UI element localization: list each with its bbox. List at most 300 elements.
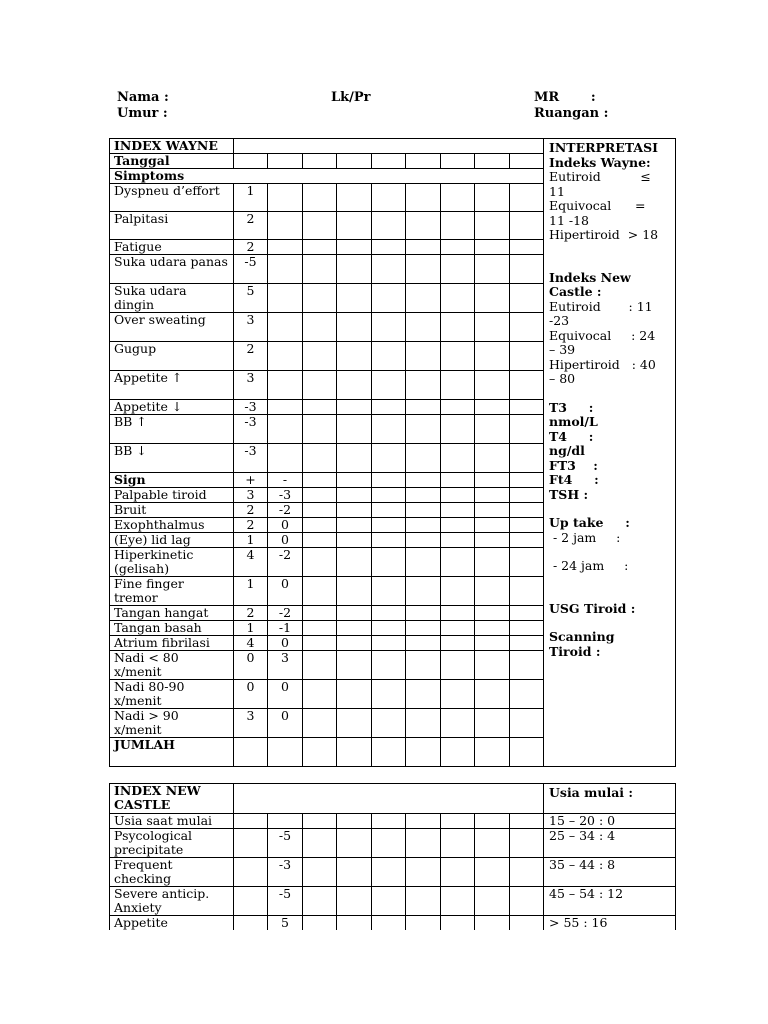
date-cell[interactable] [372,212,406,240]
date-cell[interactable] [337,533,372,548]
symptom-name: BB ↑ [110,415,234,444]
date-cell[interactable] [510,240,544,255]
date-cell[interactable] [475,680,510,709]
date-cell[interactable] [372,284,406,313]
date-cell[interactable] [372,829,406,858]
date-cell[interactable] [303,518,337,533]
date-cell[interactable] [406,313,441,342]
date-cell[interactable] [475,829,510,858]
date-cell[interactable] [475,473,510,488]
nc-hipertiroid: Hipertiroid : 40 [549,356,656,372]
date-cell[interactable] [441,313,475,342]
date-cell[interactable] [337,621,372,636]
date-cell[interactable] [510,916,544,931]
date-cell[interactable] [406,680,441,709]
date-cell[interactable] [372,503,406,518]
date-cell[interactable] [475,577,510,606]
date-cell[interactable] [475,858,510,887]
date-cell[interactable] [372,313,406,342]
date-cell[interactable] [337,651,372,680]
date-cell[interactable] [337,577,372,606]
date-cell[interactable] [441,444,475,473]
spacer [549,616,670,630]
date-cell[interactable] [475,240,510,255]
date-cell[interactable] [441,473,475,488]
date-cell[interactable] [406,916,441,931]
ruangan-label: Ruangan : [534,106,609,121]
date-cell[interactable] [441,651,475,680]
date-cell[interactable] [337,709,372,738]
date-cell[interactable] [510,533,544,548]
newcastle-score: 5 [268,916,303,931]
uptake-2jam: - 2 jam : [549,529,621,545]
date-cell[interactable] [372,606,406,621]
symptom-cell[interactable] [268,313,303,342]
date-cell[interactable] [441,636,475,651]
tanggal-cell[interactable] [372,154,406,169]
date-cell[interactable] [441,829,475,858]
date-cell[interactable] [337,240,372,255]
date-cell[interactable] [406,400,441,415]
symptom-cell[interactable] [268,415,303,444]
date-cell[interactable] [510,680,544,709]
date-cell[interactable] [510,400,544,415]
symptom-cell[interactable] [268,284,303,313]
date-cell[interactable] [441,518,475,533]
date-cell[interactable] [441,342,475,371]
date-cell[interactable] [406,518,441,533]
date-cell[interactable] [441,916,475,931]
symptom-cell[interactable] [268,255,303,284]
date-cell[interactable] [303,255,337,284]
date-cell[interactable] [510,212,544,240]
date-cell[interactable] [406,829,441,858]
date-cell[interactable] [406,738,441,767]
date-cell[interactable] [510,651,544,680]
newcastle-row [110,887,676,916]
t4-unit: ng/dl [549,443,585,458]
date-cell[interactable] [372,473,406,488]
date-cell[interactable] [406,709,441,738]
date-cell[interactable] [406,577,441,606]
symptom-score: -5 [234,255,268,284]
date-cell[interactable] [510,858,544,887]
date-cell[interactable] [337,738,372,767]
date-cell[interactable] [406,636,441,651]
sign-minus: 3 [268,651,303,680]
date-cell[interactable] [303,606,337,621]
newcastle-title: INDEX NEW CASTLE [110,784,234,814]
date-cell[interactable] [510,636,544,651]
date-cell[interactable] [337,444,372,473]
tanggal-cell[interactable] [406,154,441,169]
tsh-label: TSH : [549,486,589,502]
tanggal-cell[interactable] [234,154,268,169]
newcastle-blank[interactable] [234,858,268,887]
date-cell[interactable] [510,738,544,767]
date-cell[interactable] [475,444,510,473]
date-cell[interactable] [475,636,510,651]
date-cell[interactable] [510,577,544,606]
tanggal-cell[interactable] [268,154,303,169]
date-cell[interactable] [337,829,372,858]
date-cell[interactable] [475,621,510,636]
date-cell[interactable] [372,255,406,284]
date-cell[interactable] [441,255,475,284]
symptom-cell[interactable] [268,212,303,240]
sign-minus: -3 [268,488,303,503]
date-cell[interactable] [337,916,372,931]
date-cell[interactable] [475,184,510,212]
symptom-cell[interactable] [268,444,303,473]
date-cell[interactable] [441,680,475,709]
date-cell[interactable] [337,473,372,488]
date-cell[interactable] [372,184,406,212]
date-cell[interactable] [303,548,337,577]
date-cell[interactable] [337,606,372,621]
date-cell[interactable] [441,709,475,738]
date-cell[interactable] [303,680,337,709]
date-cell[interactable] [406,621,441,636]
date-cell[interactable] [372,548,406,577]
date-cell[interactable] [475,533,510,548]
date-cell[interactable] [475,709,510,738]
date-cell[interactable] [406,887,441,916]
indeks-newcastle-title: Indeks New [549,269,631,285]
tanggal-cell[interactable] [337,154,372,169]
sign-name: Nadi > 90 x/menit [110,709,234,738]
sign-header-score: + [234,473,268,488]
date-cell[interactable] [372,651,406,680]
date-cell[interactable] [337,518,372,533]
sign-name: Tangan hangat [110,606,234,621]
date-cell[interactable] [475,342,510,371]
date-cell[interactable] [303,858,337,887]
date-cell[interactable] [510,606,544,621]
date-cell[interactable] [441,533,475,548]
newcastle-score: -5 [268,887,303,916]
scanning-label-2: Tiroid : [549,643,601,659]
date-cell[interactable] [303,636,337,651]
date-cell[interactable] [372,916,406,931]
date-cell[interactable] [303,342,337,371]
date-cell[interactable] [510,371,544,400]
date-cell[interactable] [510,887,544,916]
date-cell[interactable] [303,284,337,313]
date-cell[interactable] [303,444,337,473]
date-cell[interactable] [406,342,441,371]
umur-label: Umur : [117,106,168,121]
mr-label: MR : [534,90,596,105]
date-cell[interactable] [441,858,475,887]
date-cell[interactable] [303,184,337,212]
newcastle-blank[interactable] [234,814,268,829]
date-cell[interactable] [337,415,372,444]
date-cell[interactable] [372,400,406,415]
date-cell[interactable] [475,887,510,916]
date-cell[interactable] [475,284,510,313]
symptom-name: Dyspneu d’effort [110,184,234,212]
date-cell[interactable] [372,415,406,444]
date-cell[interactable] [303,240,337,255]
newcastle-row-name: Psycological precipitate [110,829,234,858]
date-cell[interactable] [475,651,510,680]
sign-minus: 0 [268,636,303,651]
interpretasi-panel [544,139,676,767]
date-cell[interactable] [441,621,475,636]
date-cell[interactable] [475,488,510,503]
date-cell[interactable] [372,858,406,887]
date-cell[interactable] [475,518,510,533]
date-cell[interactable] [337,255,372,284]
date-cell[interactable] [510,621,544,636]
date-cell[interactable] [372,636,406,651]
date-cell[interactable] [406,240,441,255]
date-cell[interactable] [475,916,510,931]
date-cell[interactable] [475,400,510,415]
date-cell[interactable] [406,212,441,240]
date-cell[interactable] [406,488,441,503]
date-cell[interactable] [510,444,544,473]
newcastle-score: -3 [268,858,303,887]
date-cell[interactable] [441,400,475,415]
sign-score: 2 [234,518,268,533]
date-cell[interactable] [303,577,337,606]
date-cell[interactable] [372,577,406,606]
date-cell[interactable] [406,255,441,284]
date-cell[interactable] [406,814,441,829]
date-cell[interactable] [337,858,372,887]
date-cell[interactable] [303,371,337,400]
date-cell[interactable] [475,313,510,342]
newcastle-blank[interactable] [234,916,268,931]
date-cell[interactable] [303,829,337,858]
date-cell[interactable] [510,255,544,284]
date-cell[interactable] [372,518,406,533]
date-cell[interactable] [406,503,441,518]
date-cell[interactable] [475,415,510,444]
date-cell[interactable] [475,503,510,518]
date-cell[interactable] [441,212,475,240]
spacer [549,545,670,559]
usia-range: 25 – 34 : 4 [544,829,676,858]
spacer [549,243,670,271]
date-cell[interactable] [372,488,406,503]
date-cell[interactable] [337,212,372,240]
date-cell[interactable] [372,887,406,916]
date-cell[interactable] [337,887,372,916]
tanggal-cell[interactable] [441,154,475,169]
sign-name: Nadi 80-90 x/menit [110,680,234,709]
nc-eutiroid: Eutiroid : 11 [549,298,653,314]
nc-eutiroid-value: -23 [549,313,570,328]
date-cell[interactable] [372,533,406,548]
sign-name: Exophthalmus [110,518,234,533]
date-cell[interactable] [303,887,337,916]
date-cell[interactable] [337,342,372,371]
date-cell[interactable] [406,473,441,488]
date-cell[interactable] [303,533,337,548]
interpretasi-title: INTERPRETASI [549,140,658,155]
date-cell[interactable] [372,680,406,709]
date-cell[interactable] [337,284,372,313]
nama-label: Nama : [117,90,169,105]
date-cell[interactable] [372,621,406,636]
date-cell[interactable] [303,503,337,518]
date-cell[interactable] [441,284,475,313]
date-cell[interactable] [475,738,510,767]
date-cell[interactable] [406,284,441,313]
usia-range: 15 – 20 : 0 [544,814,676,829]
date-cell[interactable] [441,371,475,400]
date-cell[interactable] [510,184,544,212]
date-cell[interactable] [337,548,372,577]
symptom-name: Suka udara panas [110,255,234,284]
date-cell[interactable] [441,415,475,444]
sign-header-name: Sign [110,473,234,488]
date-cell[interactable] [372,342,406,371]
date-cell[interactable] [441,184,475,212]
date-cell[interactable] [372,738,406,767]
date-cell[interactable] [510,503,544,518]
tanggal-cell[interactable] [303,154,337,169]
date-cell[interactable] [441,548,475,577]
date-cell[interactable] [441,240,475,255]
newcastle-row-name: Frequent checking [110,858,234,887]
tanggal-cell[interactable] [475,154,510,169]
date-cell[interactable] [303,400,337,415]
date-cell[interactable] [337,503,372,518]
date-cell[interactable] [510,473,544,488]
symptom-cell[interactable] [268,342,303,371]
date-cell[interactable] [372,240,406,255]
date-cell[interactable] [406,444,441,473]
date-cell[interactable] [510,814,544,829]
symptom-score: 3 [234,371,268,400]
date-cell[interactable] [303,709,337,738]
date-cell[interactable] [337,636,372,651]
date-cell[interactable] [303,814,337,829]
date-cell[interactable] [406,858,441,887]
date-cell[interactable] [406,415,441,444]
date-cell[interactable] [475,212,510,240]
scanning-label: Scanning [549,629,615,644]
date-cell[interactable] [441,606,475,621]
date-cell[interactable] [441,738,475,767]
date-cell[interactable] [406,651,441,680]
date-cell[interactable] [441,503,475,518]
date-cell[interactable] [510,548,544,577]
spacer [549,387,670,401]
sign-score: 1 [234,621,268,636]
date-cell[interactable] [510,829,544,858]
date-cell[interactable] [475,548,510,577]
date-cell[interactable] [510,709,544,738]
symptom-name: Over sweating [110,313,234,342]
sign-score: 2 [234,606,268,621]
date-cell[interactable] [406,184,441,212]
symptom-cell[interactable] [268,240,303,255]
newcastle-row-name: Severe anticip. Anxiety [110,887,234,916]
date-cell[interactable] [441,577,475,606]
date-cell[interactable] [406,548,441,577]
date-cell[interactable] [510,488,544,503]
date-cell[interactable] [372,709,406,738]
indeks-wayne-title: Indeks Wayne: [549,154,651,170]
symptom-cell[interactable] [268,184,303,212]
newcastle-score [268,814,303,829]
date-cell[interactable] [406,533,441,548]
date-cell[interactable] [510,518,544,533]
jumlah-cell[interactable] [268,738,303,767]
date-cell[interactable] [303,212,337,240]
date-cell[interactable] [372,444,406,473]
date-cell[interactable] [337,488,372,503]
symptom-score: 2 [234,342,268,371]
date-cell[interactable] [441,814,475,829]
symptom-name: Appetite ↓ [110,400,234,415]
date-cell[interactable] [337,400,372,415]
date-cell[interactable] [337,184,372,212]
date-cell[interactable] [303,738,337,767]
date-cell[interactable] [441,488,475,503]
date-cell[interactable] [510,342,544,371]
sign-score: 2 [234,503,268,518]
date-cell[interactable] [441,887,475,916]
date-cell[interactable] [372,371,406,400]
spacer [549,502,670,516]
wayne-eutiroid: Eutiroid ≤ [549,169,651,184]
sign-minus: -2 [268,548,303,577]
date-cell[interactable] [406,606,441,621]
date-cell[interactable] [303,916,337,931]
date-cell[interactable] [303,488,337,503]
sign-header-minus: - [268,473,303,488]
date-cell[interactable] [510,415,544,444]
tanggal-cell[interactable] [510,154,544,169]
symptom-cell[interactable] [268,400,303,415]
date-cell[interactable] [372,814,406,829]
date-cell[interactable] [337,680,372,709]
date-cell[interactable] [475,255,510,284]
date-cell[interactable] [475,606,510,621]
date-cell[interactable] [475,371,510,400]
sign-minus: 0 [268,533,303,548]
spacer [549,588,670,602]
nc-hipertiroid-value: – 80 [549,371,576,386]
uptake-24jam: - 24 jam : [549,558,629,573]
date-cell[interactable] [303,651,337,680]
date-cell[interactable] [510,313,544,342]
newcastle-blank[interactable] [234,829,268,858]
date-cell[interactable] [303,415,337,444]
sign-name: Atrium fibrilasi [110,636,234,651]
date-cell[interactable] [406,371,441,400]
date-cell[interactable] [337,371,372,400]
date-cell[interactable] [337,313,372,342]
lkpr-label: Lk/Pr [331,90,371,105]
date-cell[interactable] [337,814,372,829]
symptom-cell[interactable] [268,371,303,400]
date-cell[interactable] [303,313,337,342]
date-cell[interactable] [303,621,337,636]
newcastle-blank[interactable] [234,887,268,916]
date-cell[interactable] [303,473,337,488]
symptom-score: -3 [234,415,268,444]
date-cell[interactable] [475,814,510,829]
symptom-score: 5 [234,284,268,313]
date-cell[interactable] [510,284,544,313]
